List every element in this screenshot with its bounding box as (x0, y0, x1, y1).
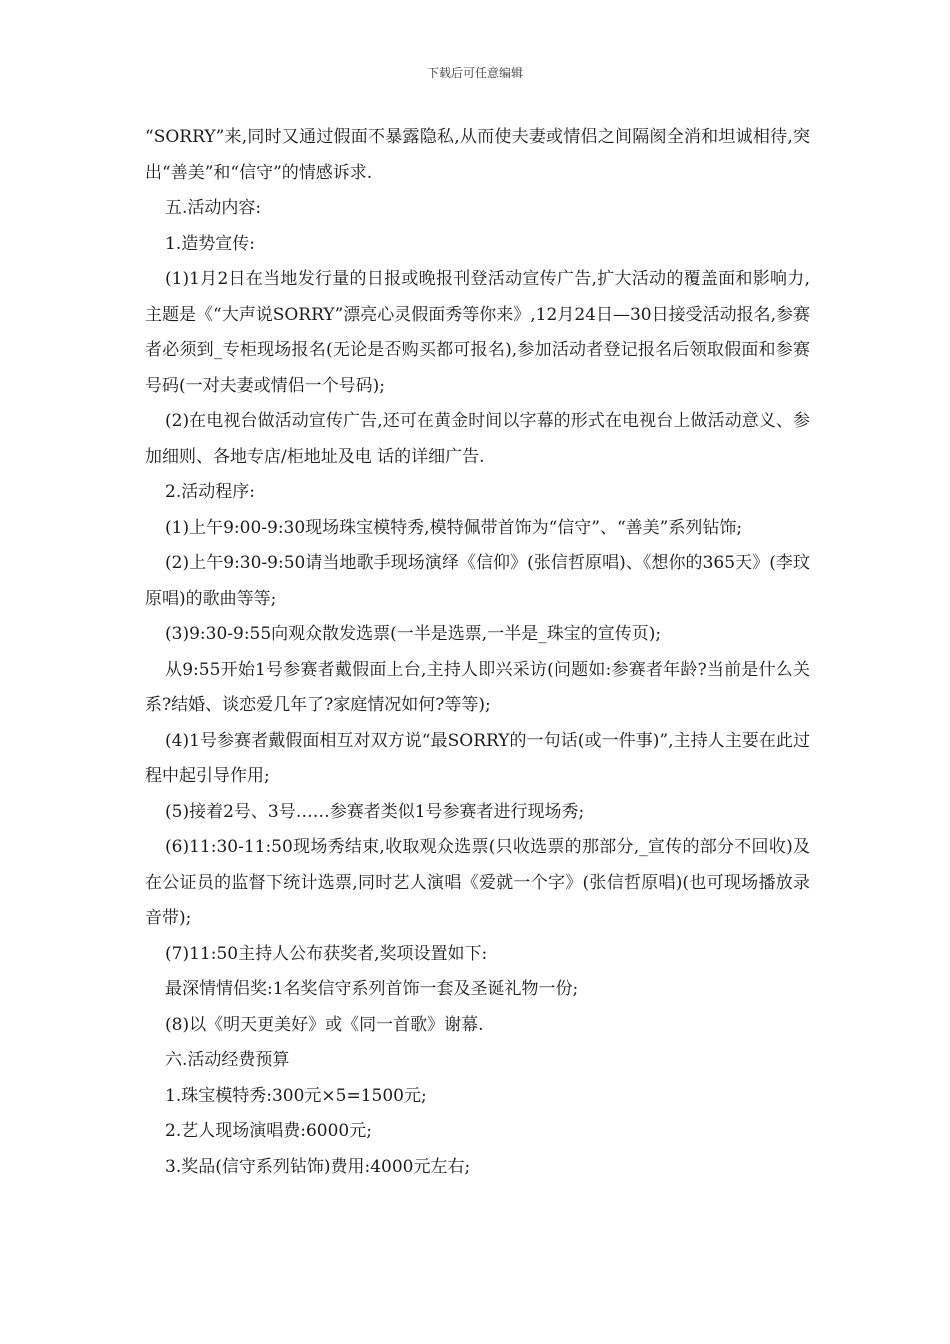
paragraph: (1)1月2日在当地发行量的日报或晚报刊登活动宣传广告,扩大活动的覆盖面和影响力,主题是《“大声说SORRY”漂亮心灵假面秀等你来》,12月24日—30日接受活动报名,参赛者必须到_专柜现场报名(无论是否购买都可报名),参加活动者登记报名后领取假面和参赛号码(一对夫妻或情侣一个号码); (145, 269, 810, 396)
paragraph: (1)上午9:00-9:30现场珠宝模特秀,模特佩带首饰为“信守”、“善美”系列钻饰; (165, 517, 743, 538)
paragraph: 最深情情侣奖:1名奖信守系列首饰一套及圣诞礼物一份; (165, 979, 579, 999)
budget-item: 2.艺人现场演唱费:6000元; (165, 1121, 372, 1141)
budget-item: 3.奖品(信守系列钻饰)费用:4000元左右; (165, 1156, 471, 1177)
subsection-heading-promotion: 1.造势宣传: (165, 233, 255, 254)
paragraph: 从9:55开始1号参赛者戴假面上台,主持人即兴采访(问题如:参赛者年龄?当前是什么关系?结婚、谈恋爱几年了?家庭情况如何?等等); (145, 659, 810, 715)
paragraph: (2)上午9:30-9:50请当地歌手现场演绎《信仰》(张信哲原唱)、《想你的365天》(李玟原唱)的歌曲等等; (145, 553, 810, 609)
paragraph: (6)11:30-11:50现场秀结束,收取观众选票(只收选票的那部分,_宣传的部分不回收)及在公证员的监督下统计选票,同时艺人演唱《爱就一个字》(张信哲原唱)(也可现场播放录音带); (145, 837, 810, 928)
paragraph: (8)以《明天更美好》或《同一首歌》谢幕. (165, 1014, 484, 1035)
subsection-heading-program: 2.活动程序: (165, 482, 255, 502)
document-body (145, 120, 810, 1185)
section-heading-activity-content: 五.活动内容: (165, 198, 262, 218)
paragraph: (4)1号参赛者戴假面相互对双方说“最SORRY的一句话(或一件事)”,主持人主要在此过程中起引导作用; (145, 730, 810, 786)
paragraph: (3)9:30-9:55向观众散发选票(一半是选票,一半是_珠宝的宣传页); (165, 624, 662, 644)
page-header: 下载后可任意编辑 (426, 66, 523, 80)
paragraph: “SORRY”来,同时又通过假面不暴露隐私,从而使夫妻或情侣之间隔阂全消和坦诚相待,突出“善美”和“信守”的情感诉求. (145, 127, 810, 183)
paragraph: (7)11:50主持人公布获奖者,奖项设置如下: (165, 943, 488, 964)
paragraph: (5)接着2号、3号……参赛者类似1号参赛者进行现场秀; (165, 801, 585, 822)
paragraph: (2)在电视台做活动宣传广告,还可在黄金时间以字幕的形式在电视台上做活动意义、参加细则、各地专店/柜地址及电 话的详细广告. (145, 411, 810, 467)
budget-item: 1.珠宝模特秀:300元×5=1500元; (165, 1085, 427, 1106)
section-heading-budget: 六.活动经费预算 (165, 1050, 290, 1070)
